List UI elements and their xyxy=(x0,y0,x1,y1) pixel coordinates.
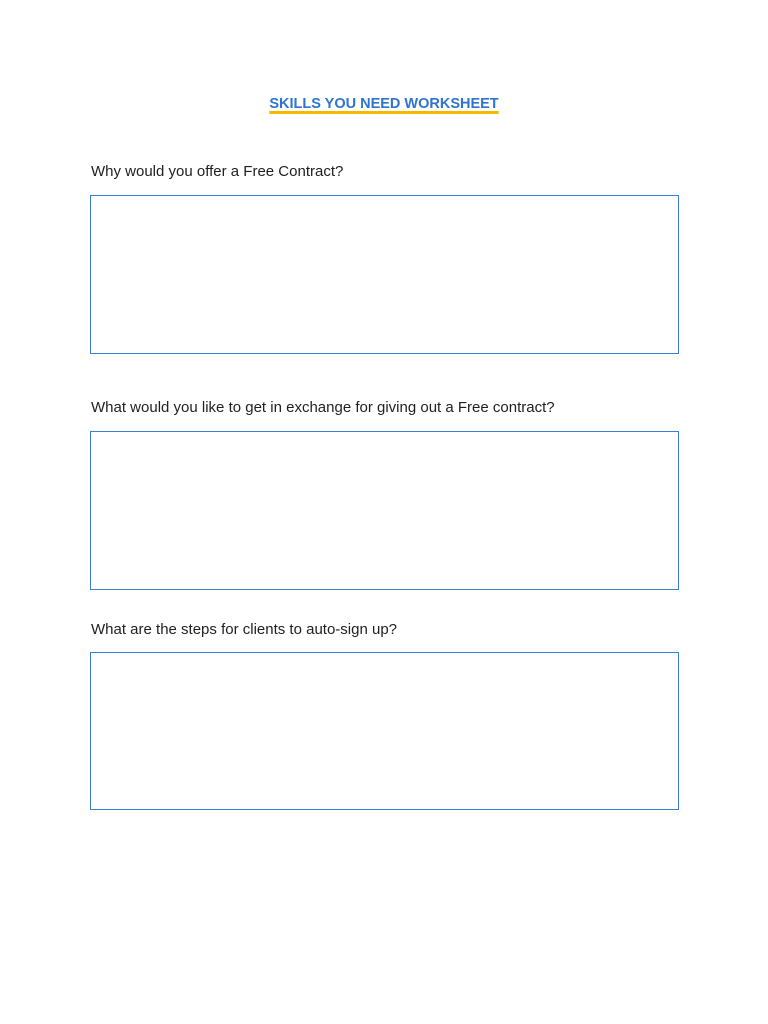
answer-box-1[interactable] xyxy=(90,195,679,354)
answer-box-2[interactable] xyxy=(90,431,679,590)
worksheet-title xyxy=(0,95,768,113)
question-2-label: What would you like to get in exchange for giving out a Free contract? xyxy=(91,399,555,416)
question-1-label: Why would you offer a Free Contract? xyxy=(91,163,344,180)
answer-box-3[interactable] xyxy=(90,652,679,810)
question-3-label: What are the steps for clients to auto-sign up? xyxy=(91,621,397,638)
worksheet-title-text: SKILLS YOU NEED WORKSHEET xyxy=(269,96,499,112)
